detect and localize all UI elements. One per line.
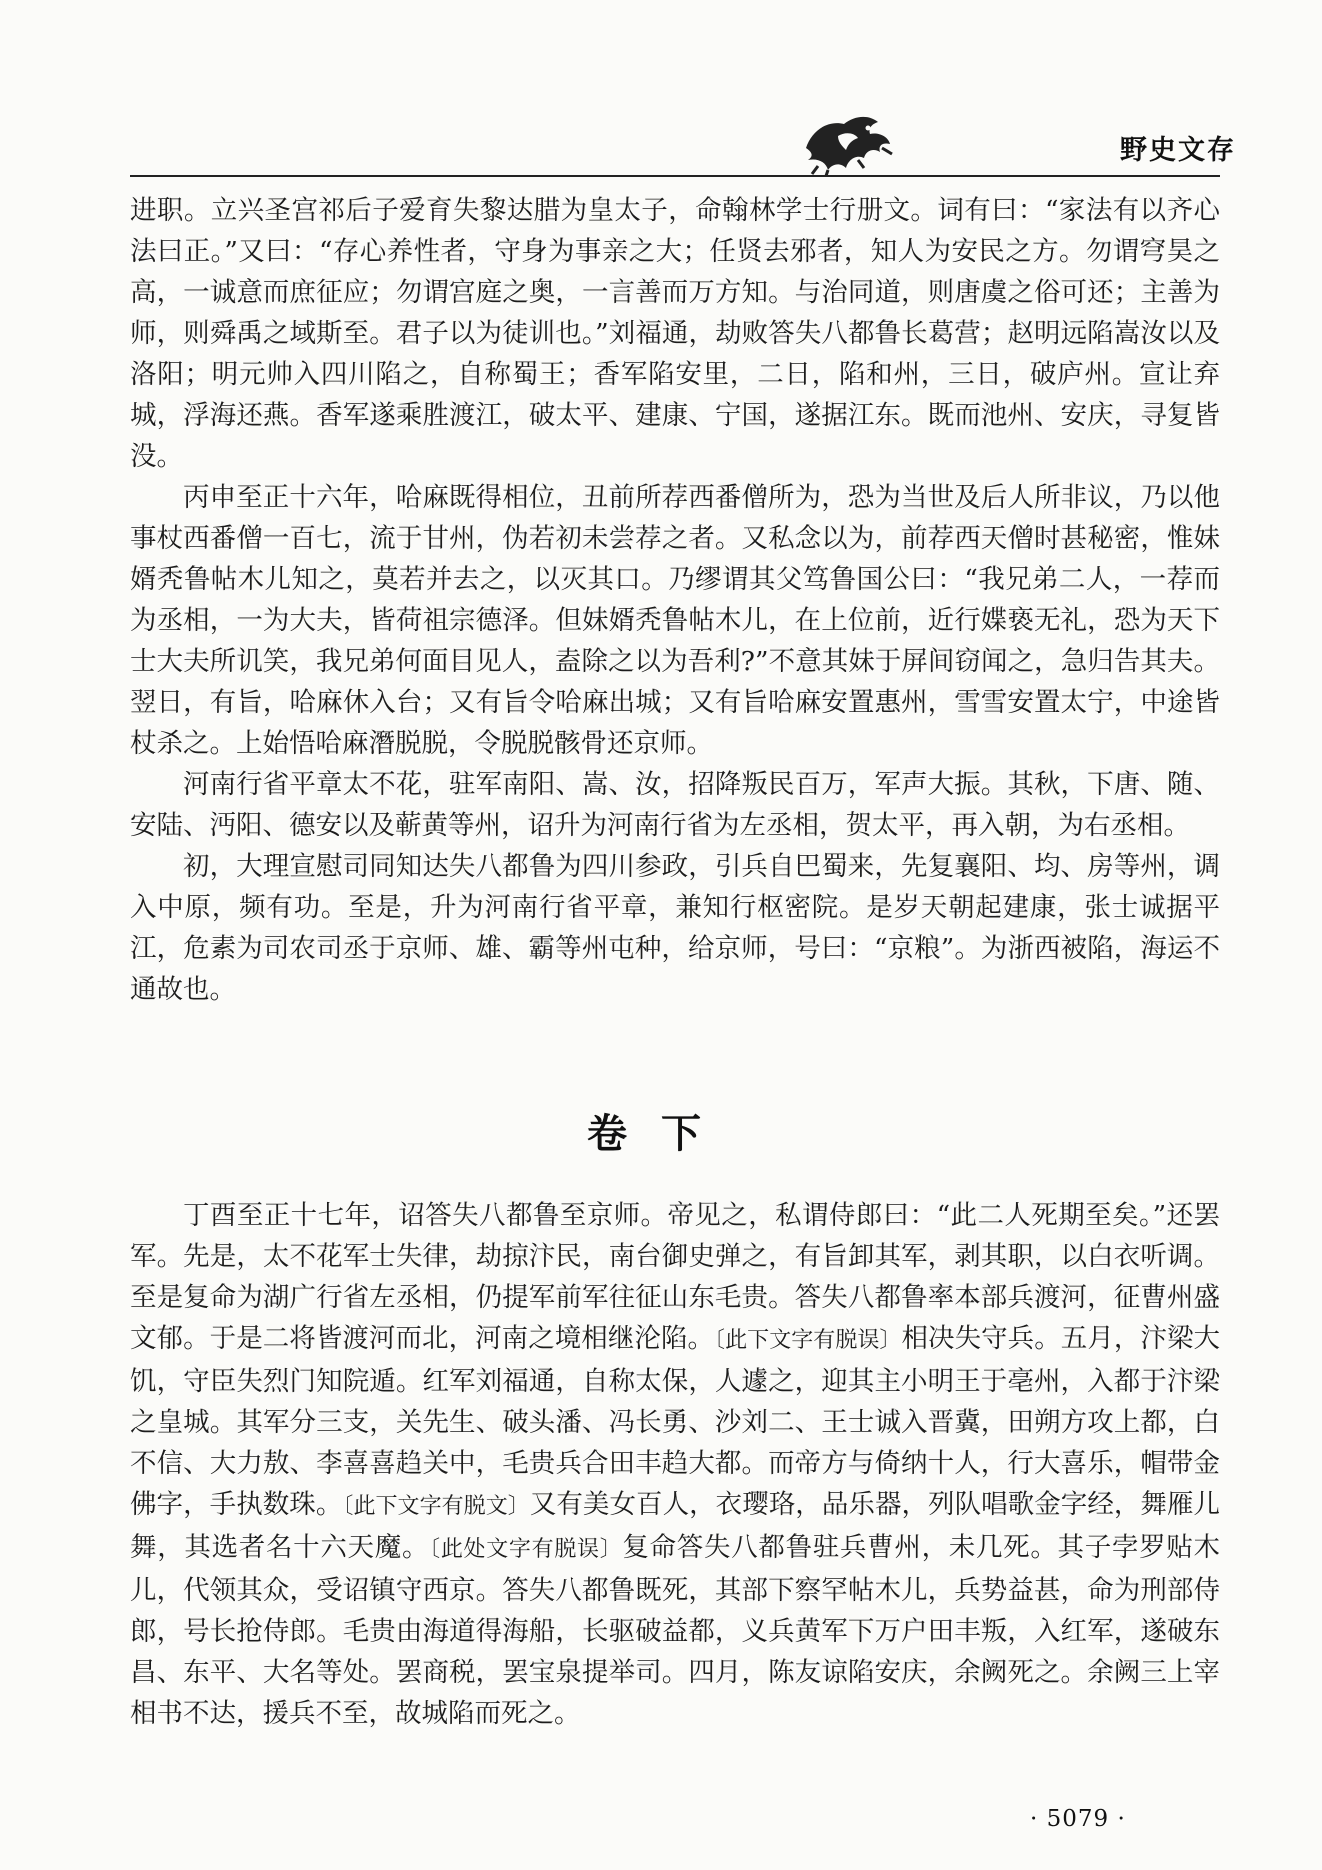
text-segment: 丁酉至正十七年，诏答失八都鲁至京师。帝见之，私谓侍郎曰：“此二人死期至矣。”还罢军。先是，太不花军士失律，劫掠汴民，南台御史弹之，有旨卸其军，剥其职，以白衣听调。至是复命为湖广行省左丞相，仍提军前军往征山东毛贵。答失八都鲁率本部兵渡河，征曹州盛文郁。于是二将皆渡河而北，河南之境相继沦陷。: [130, 1200, 1220, 1354]
text-segment: 复命答失八都鲁驻兵曹州，未几死。其子孛罗贴木儿，代领其众，受诏镇守西京。答失八都鲁既死，其部下察罕帖木儿，兵势益甚，命为刑部侍郎，号长抢侍郎。毛贵由海道得海船，长驱破益都，义兵黄军下万户田丰叛，入红军，遂破东昌、东平、大名等处。罢商税，罢宝泉提举司。四月，陈友谅陷安庆，余阙死之。余阙三上宰相书不达，援兵不至，故城陷而死之。: [130, 1532, 1221, 1729]
text-segment: 相决失守兵。五月，汴梁大饥，守臣失烈门知院遁。红军刘福通，自称太保，人遽之，迎其主小明王于亳州，入都于汴梁之皇城。其军分三支，关先生、破头潘、冯长勇、沙刘二、王士诚入晋冀，田朔方攻上都，白不信、大力敖、李喜喜趋关中，毛贵兵合田丰趋大都。而帝方与倚纳十人，行大喜乐，帽带金佛字，手执数珠。: [130, 1323, 1221, 1520]
header-divider: [130, 175, 1220, 177]
page-number: · 5079 ·: [1030, 1806, 1126, 1832]
paragraph: 丙申至正十六年，哈麻既得相位，丑前所荐西番僧所为，恐为当世及后人所非议，乃以他事杖西番僧一百七，流于甘州，伪若初未尝荐之者。又私念以为，前荐西天僧时甚秘密，惟妹婿秃鲁帖木儿知之，莫若并去之，以灭其口。乃缪谓其父笃鲁国公曰：“我兄弟二人，一荐而为丞相，一为大夫，皆荷祖宗德泽。但妹婿秃鲁帖木儿，在上位前，近行媟亵无礼，恐为天下士大夫所讥笑，我兄弟何面目见人，盍除之以为吾利?”不意其妹于屏间窃闻之，急归告其夫。翌日，有旨，哈麻休入台；又有旨令哈麻出城；又有旨哈麻安置惠州，雪雪安置太宁，中途皆杖杀之。上始悟哈麻潛脱脱，令脱脱骸骨还京师。: [130, 482, 1220, 759]
paragraph: 河南行省平章太不花，驻军南阳、嵩、汝，招降叛民百万，军声大振。其秋，下唐、随、安陆、沔阳、德安以及蕲黄等州，诏升为河南行省为左丞相，贺太平，再入朝，为右丞相。: [130, 769, 1220, 841]
text-segment: 又有美女百人，衣璎珞，品乐器，列队唱歌金字经，舞雁儿舞，其选者名十六天魔。: [130, 1489, 1221, 1563]
paragraph: 初，大理宣慰司同知达失八都鲁为四川参政，引兵自巴蜀来，先复襄阳、均、房等州，调入中原，频有功。至是，升为河南行省平章，兼知行枢密院。是岁天朝起建康，张士诚据平江，危素为司农司丞于京师、雄、霸等州屯种，给京师，号曰：“京粮”。为浙西被陷，海运不通故也。: [130, 851, 1220, 1005]
body-text-lower: [130, 1195, 1220, 1734]
editorial-note: 〔此下文字有脱文〕: [342, 1494, 530, 1519]
series-title: 野史文存: [1120, 135, 1236, 166]
chapter-heading: 卷下: [587, 1111, 735, 1157]
page-header: [0, 0, 1322, 190]
paragraph: [130, 1195, 1220, 1734]
editorial-note: 〔此下文字有脱误〕: [714, 1328, 902, 1353]
dragon-emblem-icon: [798, 108, 898, 178]
body-text-upper: [130, 190, 1220, 1010]
paragraph: 进职。立兴圣宫祁后子爱育失黎达腊为皇太子，命翰林学士行册文。词有曰：“家法有以齐心法曰正。”又曰：“存心养性者，守身为事亲之大；任贤去邪者，知人为安民之方。勿谓穹昊之高，一诚意而庶征应；勿谓宫庭之奥，一言善而万方知。与治同道，则唐虞之俗可还；主善为师，则舜禹之域斯至。君子以为徒训也。”刘福通，劫败答失八都鲁长葛营；赵明远陷嵩汝以及洛阳；明元帅入四川陷之，自称蜀王；香军陷安里，二日，陷和州，三日，破庐州。宣让弃城，浮海还燕。香军遂乘胜渡江，破太平、建康、宁国，遂据江东。既而池州、安庆，寻复皆没。: [130, 195, 1220, 472]
editorial-note: 〔此处文字有脱误〕: [429, 1537, 623, 1562]
